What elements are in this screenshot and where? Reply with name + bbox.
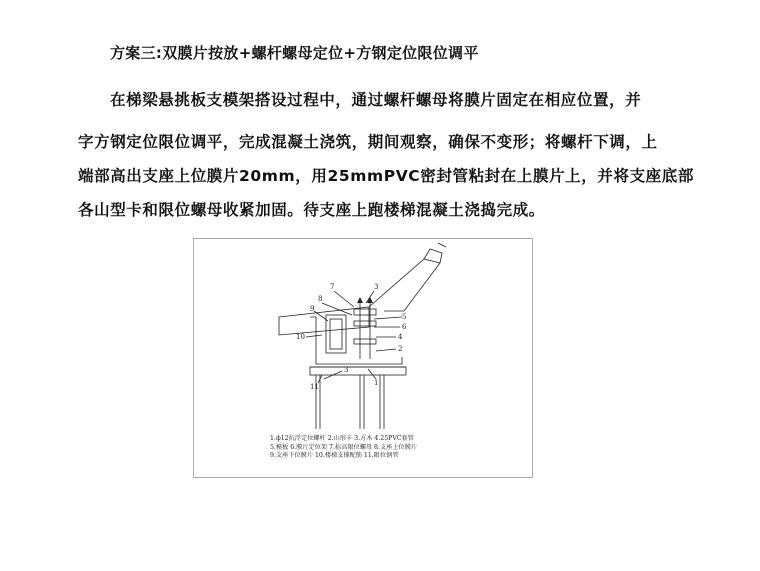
callout-5: 5 <box>402 313 407 321</box>
legend-line-1: 1.ф12抗浮定位螺杆 2.山形卡 3.方木 4.25PVC套管 <box>270 435 414 442</box>
formwork <box>310 317 402 364</box>
paragraph-line-3: 端部高出支座上位膜片20mm，用25mmPVC密封管粘封在上膜片上，并将支座底部 <box>78 167 694 185</box>
callout-8: 8 <box>318 295 323 303</box>
callout-3: 3 <box>344 366 349 374</box>
callout-1: 1 <box>374 379 379 387</box>
callout-6: 6 <box>402 323 407 331</box>
callout-9: 9 <box>310 305 315 313</box>
callout-7: 7 <box>330 283 335 291</box>
paragraph-line-4: 各山型卡和限位螺母收紧加固。待支座上跑楼梯混凝土浇捣完成。 <box>78 201 545 219</box>
legend-line-3: 9.支座下位膜片 10.楼梯支撑配筋 11.限位钢管 <box>270 452 399 460</box>
legend-line-2: 5.模板 6.膜片定位架 7.标高限位螺母 8.支座上位膜片 <box>270 443 418 451</box>
callout-4: 4 <box>398 333 403 341</box>
callout-11: 11 <box>310 383 319 391</box>
callout-2: 2 <box>398 345 403 353</box>
callout-3-top: 3 <box>374 283 379 291</box>
support-base <box>310 367 406 375</box>
figure-legend <box>270 435 417 461</box>
construction-detail-figure <box>193 238 533 478</box>
paragraph-line-2: 字方钢定位限位调平，完成混凝土浇筑，期间观察，确保不变形；将螺杆下调，上 <box>78 133 658 151</box>
paragraph-line-1: 在梯梁悬挑板支模架搭设过程中，通过螺杆螺母将膜片固定在相应位置，并 <box>110 91 642 109</box>
stair-flight <box>369 259 440 311</box>
section-heading: 方案三:双膜片按放+螺杆螺母定位+方钢定位限位调平 <box>110 44 479 62</box>
callout-10: 10 <box>296 333 305 341</box>
timber-block <box>326 315 346 353</box>
